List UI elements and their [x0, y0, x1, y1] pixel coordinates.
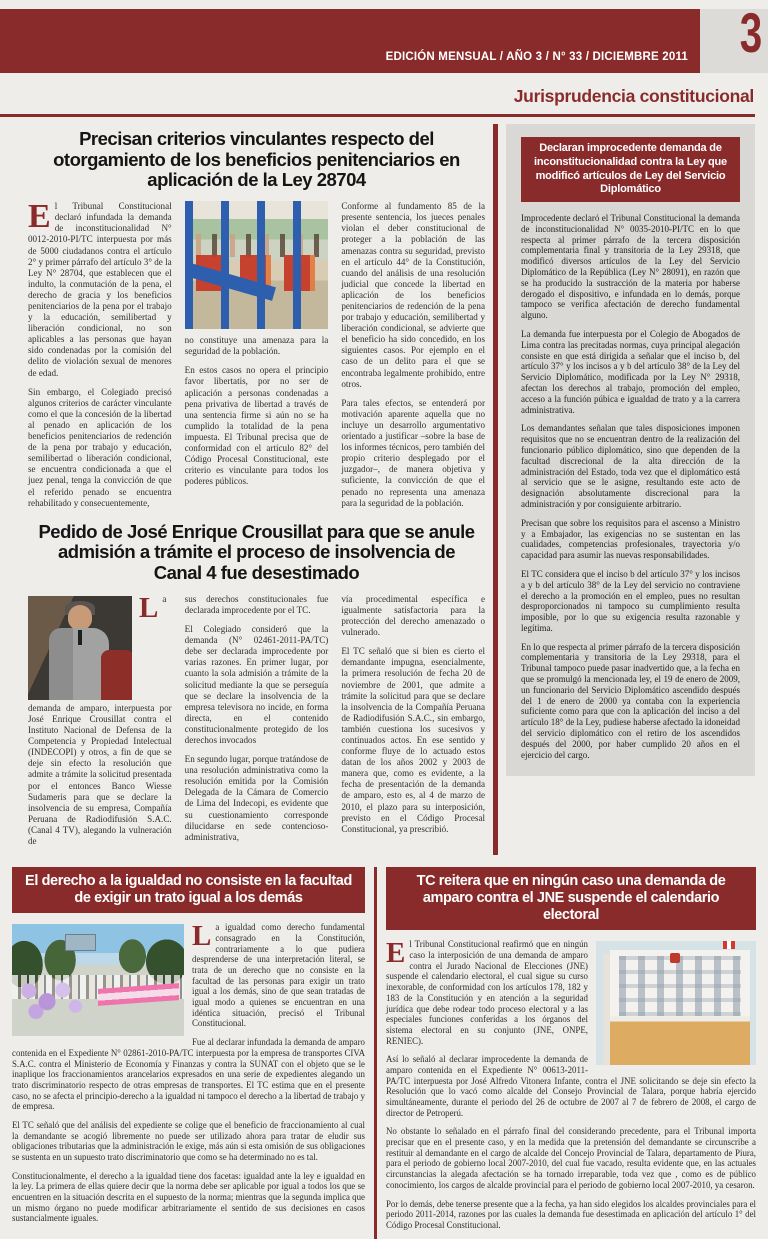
paragraph: Por lo demás, debe tenerse presente que a la fecha, ya han sido elegidos los alcaldes provinciales para el periodo 2011-2014, razones por las cuales la demanda fue desestimada en aplicación del artículo 1° del Código Procesal Constitucional. [386, 1198, 756, 1230]
peru-flag [723, 941, 735, 949]
paragraph: El TC considera que el inciso b del artículo 37° y los incisos a y b del artículo 38° de la Ley del servicio no contraviene el derecho a la promoción en el empleo, pues no resultan desproporcionados ni tampoco su cumplimiento resulta imposible, por lo que su exigencia resulta razonable y legítima. [521, 568, 740, 633]
article-igualdad-headline: El derecho a la igualdad no consiste en la facultad de exigir un trato igual a los demás [12, 867, 365, 913]
article-beneficios-body [28, 198, 486, 517]
paragraph: Precisan que sobre los requisitos para el ascenso a Ministro y a Embajador, las exigencias no se sustentan en las cualidades, competencias profesionales, trayectoria y/o capacidad para asumir las nuevas responsabilidades. [521, 517, 740, 561]
article-crousillat-body [28, 591, 486, 855]
page-number: 3 [739, 1, 762, 64]
masthead [0, 1, 768, 73]
dropcap-letter: L [139, 591, 159, 624]
bottom-section [0, 867, 768, 1239]
page-number-area [700, 1, 768, 73]
jne-building-photo [596, 941, 756, 1065]
article-beneficios-col2 [185, 201, 329, 517]
paragraph: Para tales efectos, se entenderá por motivación aparente aquella que no incluye un desarrollo argumentativo orientado a justificar –sobre la base de los informes técnicos, pero también del propio criterio desplegado por el juzgador–, de manera objetiva y suficiente, la convicción de que el penado no representa una amenaza para la seguridad de la población. [341, 397, 486, 508]
portrait-microphone [78, 630, 82, 645]
protest-march-photo [12, 924, 184, 1036]
building [610, 950, 749, 1065]
paragraph: Así lo señaló al declarar improcedente la demanda de amparo contenida en el Expediente N° 00613-2011-PA/TC interpuesta por José Alfredo Vitonera Infante, contra el JNE solicitando se deje sin efecto la Resolución que lo vacó como alcalde del Consejo Provincial de Talara, porque habría ejercido simultáneamente, durante el periodo del 26 de octubre de 2007 al 7 de febrero de 2008, el cargo de director de Petroperú. [386, 1054, 756, 1118]
paragraph: Sin embargo, el Colegiado precisó algunos criterios de carácter vinculante como el que la concesión de la libertad al penado en aplicación de los beneficios penitenciarios de redención de la pena por trabajo y educación, semilibertad o liberación condicional, se encuentra condicionada a que el juez penal, tenga la convicción de que el referido penado se encuentra rehabilitado y consecuentemente, [28, 386, 172, 508]
sidebar-headline: Declaran improcedente demanda de inconstitucionalidad contra la Ley que modificó artículos de Ley del Servicio Diplomático [521, 137, 740, 202]
paragraph: En segundo lugar, porque tratándose de una resolución administrativa como la resolución emitida por la Comisión Delegada de la Cámara de Comercio de Lima del Indecopi, es evidente que su cuestionamiento corresponde dilucidarse en sede contencioso-administrativa, [184, 754, 329, 842]
paragraph [28, 198, 172, 379]
purple-balloons [17, 978, 96, 1021]
dropcap-letter: E [386, 937, 406, 970]
portrait-head [68, 605, 93, 630]
dropcap-letter: L [192, 920, 212, 953]
paragraph: El TC señaló que del análisis del expediente se colige que el beneficio de fraccionamiento al cual la demandante se acogió libremente no puede ser utilizado ahora para tratar de eludir sus obligaciones tributarias que la administración le exige, más aún si esta omisión de sus obligaciones se sustenta en un supuesto trato discriminatorio que como se ha determinado no es tal. [12, 1119, 365, 1163]
article-beneficios-col3 [341, 201, 485, 517]
jne-logo [670, 953, 680, 963]
masthead-banner [0, 9, 700, 73]
edition-line: EDICIÓN MENSUAL / AÑO 3 / N° 33 / DICIEMBRE 2011 [385, 51, 688, 63]
paragraph-text: l Tribunal Constitucional reafirmó que en ningún caso la interposición de una demanda de amparo contra el Jurado Nacional de Elecciones (JNE) suspende el calendario electoral, el cual sigue su curso inexorable, de conformidad con los artículos 178, 182 y 183 de la Constitución y en atención a la seguridad jurídica que debe rodear todo proceso electoral y a las especiales funciones conferidas a los órganos del sistema electoral en su conjunto (JNE, ONPE, RENIEC). [386, 939, 588, 1046]
article-jne-body [386, 939, 756, 1230]
dropcap-letter: E [28, 198, 51, 236]
paragraph-text: a igualdad como derecho fundamental consagrado en la Constitución, contrariamente a lo que pudiera desprenderse de una interpretación literal, se trata de un derecho que no consiste en la facultad de las personas para exigir un trato igual a los demás, sino de que sean tratadas de igual modo a quienes se encuentran en una idéntica situación, precisó el Tribunal Constitucional. [192, 922, 365, 1029]
article-beneficios-headline: Precisan criterios vinculantes respecto del otorgamiento de los beneficios penitenciarios en aplicación de la Ley 28704 [53, 128, 460, 191]
paragraph-text: l Tribunal Constitucional declaró infundada la demanda de inconstitucionalidad N° 0012-2010-PI/TC interpuesta por más de 5000 ciudadanos contra el artículo 2° y primer párrafo del artículo 3° de la Ley N° 28704, que establecen que el indulto, la conmutación de la pena, el derecho de gracia y los beneficios penitenciarios de la pena por el trabajo y la educación, semilibertad y liberación condicional, no son aplicables a las personas que hayan sido condenadas por la comisión del delito de violación sexual de menores de edad. [28, 201, 172, 378]
article-igualdad [12, 867, 374, 1239]
article-jne-headline: TC reitera que en ningún caso una demanda de amparo contra el JNE suspende el calendario electoral [386, 867, 756, 930]
article-crousillat-headline: Pedido de José Enrique Crousillat para que se anule admisión a trámite el proceso de insolvencia de Canal 4 fue desestimado [38, 520, 475, 584]
paragraph: Los demandantes señalan que tales disposiciones imponen requisitos que no se encuentran dentro de la realización del funcionario público diplomático, sino que dependen de la facultad discrecional de la alta dirección de la administración del Estado, toda vez que el diplomático está al servicio que se le asigne, resultando este acto de designación absolutamente discrecional para la administración y por consiguiente arbitrario. [521, 423, 740, 509]
paragraph: Improcedente declaró el Tribunal Constitucional la demanda de inconstitucionalidad N° 0035-2010-PI/TC en lo que respecta al primer párrafo de la tercera disposición complementaria final y transitoria de la Ley 29318, que modificó diversos artículos de la Ley del Servicio Diplomático de la República (Ley N° 28091), en razón que se ha producido la sustracción de la materia por haberse derogado el dispositivo, e infundada en lo demás, porque tampoco se verifica afectación de derecho fundamental alguno. [521, 213, 740, 321]
paragraph: vía procedimental específica e igualmente satisfactoria para la protección del derecho amenazado o vulnerado. [341, 593, 486, 638]
article-crousillat-col2 [185, 594, 329, 855]
paragraph: En estos casos no opera el principio favor libertatis, por no ser de aplicación a personas condenadas a pena privativa de libertad a través de una sentencia firme si aún no se ha cumplido la totalidad de la pena impuesta. El Tribunal precisa que de conformidad con el artículo 82° del Código Procesal Constitucional, este criterio es vinculante para todos los poderes públicos. [184, 365, 329, 487]
paragraph: La demanda fue interpuesta por el Colegio de Abogados de Lima contra las precitadas normas, cuya principal alegación consiste en que está dirigida a señalar que el inciso b, del artículo 37° y los incisos a y b del artículo 38° de la Ley del Servicio Diplomático, modificada por la Ley N° 29318, afectan los derechos al trabajo, promoción del empleo, acceso a la función púbica e igualdad de trato y a la carrera administrativa. [521, 328, 740, 415]
paragraph: Conforme al fundamento 85 de la presente sentencia, los jueces penales violan el deber constitucional de proteger a la población de las amenazas contra su seguridad, previsto en el artículo 44° de la Constitución, cuando del análisis de una resolución judicial que concede la libertad en aplicación de los beneficios penitenciarios de redención de la pena por trabajo y educación, semilibertad y liberación condicional, se advierte que el beneficio ha sido concedido, en los siguientes casos. Por ejemplo en el caso de un delito para el que se encontraba legalmente prohibido, entre otros. [341, 201, 486, 389]
article-beneficios-col1 [28, 198, 172, 517]
newsletter-page [0, 1, 768, 1239]
paragraph: no constituye una amenaza para la seguridad de la población. [184, 335, 329, 357]
inmates-figures [196, 234, 325, 257]
main-content [0, 117, 768, 855]
prison-classroom-photo [185, 201, 329, 329]
article-jne [377, 867, 756, 1239]
paragraph-text: a demanda de amparo, interpuesta por José Enrique Crousillat contra el Instituto Nacional de Defensa de la Competencia y Propiedad Intelectual (INDECOPI) y otros, a fin de que se deje sin efecto la resolución que admite a trámite la solicitud presentada por el entonces Banco Wiesse Sudameris para que se declare la insolvencia de su empresa, Compañía Peruana de Radiodifusión S.A.C. (Canal 4 TV), alegando la vulneración de [28, 593, 172, 846]
street-sign [65, 934, 96, 951]
portrait-chair [101, 650, 132, 700]
crousillat-portrait-photo [28, 596, 132, 700]
paragraph: En lo que respecta al primer párrafo de la tercera disposición complementaria y transitoria de la Ley 29318, para el Tribunal tampoco puede pasar inadvertido que, a la fecha en que se promulgó la mencionada ley, el 19 de enero de 2009, un funcionario del Servicio Diplomático ascendido después del 1 de enero de 2000 ya contaba con la experiencia suficiente como para que con la aplicación del inciso a del artículo 18° de la Ley, pudiese haberse afectado la idoneidad del servicio diplomático con el retiro de los ascendidos después del 2000, por haber cumplido 20 años en el ejercicio del cargo. [521, 641, 740, 760]
main-column [28, 124, 498, 855]
paragraph: El Colegiado consideró que la demanda (N° 02461-2011-PA/TC) debe ser declarada improcedente por varias razones. En primer lugar, por cuanto la sola admisión a trámite de la solicitud mediante la que se perseguía que se declare la insolvencia de la empresa televisora no incide, en forma directa, en el contenido constitucionalmente protegido de los derechos invocados [184, 624, 329, 745]
article-crousillat-col1 [28, 591, 172, 855]
paragraph: El TC señaló que si bien es cierto el demandante impugna, esencialmente, la primera resolución de fecha 20 de noviembre de 2001, que admite a trámite la solicitud para que se declare la insolvencia de la Compañía Peruana de Radiodifusión S.A.C., sin embargo, también cuestiona los sucesivos y continuados actos. En ese sentido y conforme fluye de lo actuado estos datan de los años 2002 y 2003 de manera que, como es evidente, a la fecha de presentación de la demanda de amparo, esto es, al 4 de marzo de 2010, el plazo para su interposición, previsto en el Código Procesal Constitucional, ya prescribió. [341, 646, 486, 834]
sidebar-article [506, 124, 755, 776]
red-desks [196, 255, 325, 291]
paragraph: Constitucionalmente, el derecho a la igualdad tiene dos facetas: igualdad ante la ley e igualdad en la ley. La primera de ellas quiere decir que la norma debe ser aplicable por igual a todos los que se encuentren en la situación descrita en el supuesto de la norma; mientras que la segunda implica que un mismo órgano no puede modificar arbitrariamente el sentido de sus decisiones en casos sustancialmente iguales. [12, 1170, 365, 1224]
paragraph: Fue al declarar infundada la demanda de amparo contenida en el Expediente N° 02861-2010-PA/TC interpuesta por la empresa de transportes CIVA S.A.C. contra el Ministerio de Economía y Finanzas y contra la SUNAT con el objeto que se le inaplique los fraccionamientos arancelarios expresados en una serie de expedientes alegando un trato discriminatorio respecto de otras empresas de transportes. El TC estima que en el presente caso, no se afecta el principio-derecho a la igualdad ni tampoco el derecho a la libertad de trabajo y de empresa. [12, 1037, 365, 1112]
paragraph: sus derechos constitucionales fue declarada improcedente por el TC. [184, 593, 329, 615]
paragraph: No obstante lo señalado en el párrafo final del considerando precedente, para el Tribunal importa precisar que en el presente caso, y en la medida que la pretensión del demandante se circunscribe a restituir al demandante en el cargo de alcalde del Concejo Provincial de Talara, departamento de Piura, para el periodo de gobierno local 2007-2010, del cual fue vacado, resulta evidente que, en las actuales circunstancias la alegada afectación se ha tornado irreparable, toda vez que , como es de público conocimiento, los cargos de alcalde provincial para el periodo de gobierno local 2007-2010, ya cesaron. [386, 1126, 756, 1190]
article-crousillat-col3 [341, 594, 485, 855]
section-title: Jurisprudencia constitucional [513, 86, 754, 106]
article-igualdad-body [12, 922, 365, 1224]
section-header [0, 73, 768, 110]
